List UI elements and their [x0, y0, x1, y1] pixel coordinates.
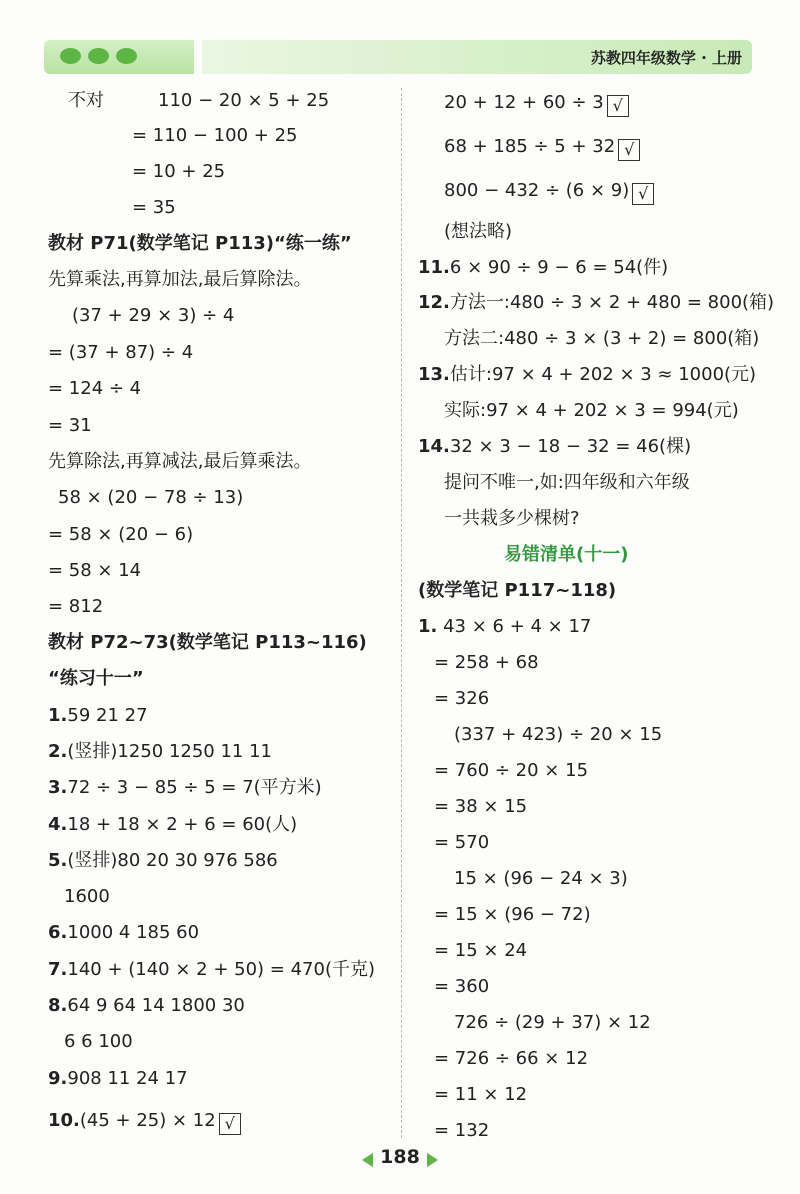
- line-text: 6 6 100: [64, 1031, 133, 1052]
- answer-line: [48, 993, 245, 1019]
- answer-line: [68, 88, 104, 114]
- line-text: = 124 ÷ 4: [48, 378, 142, 399]
- answer-line: [418, 255, 668, 281]
- line-text: 18 + 18 × 2 + 6 = 60(人): [67, 814, 298, 835]
- line-text: 不对: [68, 90, 104, 111]
- line-text: = 58 × 14: [48, 560, 142, 581]
- answer-line: [444, 134, 640, 161]
- item-number: 1.: [48, 705, 68, 726]
- line-text: 43 × 6 + 4 × 17: [437, 616, 592, 637]
- item-number: 12.: [418, 292, 450, 313]
- answer-line: [444, 90, 629, 117]
- line-text: (337 + 423) ÷ 20 × 15: [454, 724, 663, 745]
- answer-line: [434, 974, 489, 1000]
- line-text: 110 − 20 × 5 + 25: [158, 90, 330, 111]
- item-number: 3.: [48, 777, 68, 798]
- line-text: 59 21 27: [67, 705, 148, 726]
- answer-line: [64, 884, 110, 910]
- line-text: = 326: [434, 688, 490, 709]
- answer-line: [48, 920, 199, 946]
- line-text: 方法一:480 ÷ 3 × 2 + 480 = 800(箱): [449, 292, 775, 313]
- line-text: 一共栽多少棵树?: [444, 508, 580, 529]
- answer-line: [434, 1046, 588, 1072]
- line-text: 估计:97 × 4 + 202 × 3 ≈ 1000(元): [449, 364, 757, 385]
- answer-line: [434, 758, 588, 784]
- line-text: = 38 × 15: [434, 796, 528, 817]
- dot-icon: [116, 48, 137, 64]
- line-text: = 31: [48, 415, 92, 436]
- column-divider: [401, 88, 402, 1138]
- header-decoration: [44, 40, 194, 74]
- line-text: 726 ÷ (29 + 37) × 12: [454, 1012, 651, 1033]
- line-text: (想法略): [444, 221, 513, 242]
- answer-line: [434, 650, 539, 676]
- line-text: = 132: [434, 1120, 490, 1141]
- item-number: 8.: [48, 995, 68, 1016]
- line-text: = 35: [132, 197, 176, 218]
- header-banner: [202, 40, 752, 74]
- line-text: = 11 × 12: [434, 1084, 528, 1105]
- answer-line: [48, 775, 322, 801]
- line-text: = 812: [48, 596, 104, 617]
- line-text: 先算除法,再算减法,最后算乘法。: [48, 451, 312, 472]
- line-text: = 110 − 100 + 25: [132, 125, 298, 146]
- answer-line: [48, 848, 278, 874]
- answer-line: [418, 434, 691, 460]
- answer-line: [48, 666, 144, 692]
- section-heading: 易错清单(十一): [504, 544, 629, 565]
- answer-line: [434, 1082, 527, 1108]
- answer-line: [418, 290, 774, 316]
- line-text: 15 × (96 − 24 × 3): [454, 868, 628, 889]
- answer-line: [434, 1118, 489, 1144]
- item-number: 6.: [48, 922, 68, 943]
- line-text: = 10 + 25: [132, 161, 226, 182]
- item-number: 1.: [418, 616, 438, 637]
- line-text: (37 + 29 × 3) ÷ 4: [72, 305, 235, 326]
- answer-line: [418, 362, 756, 388]
- book-title: 苏教四年级数学 · 上册: [590, 49, 742, 67]
- answer-line: [444, 398, 739, 424]
- answer-line: [418, 614, 591, 640]
- line-text: 800 − 432 ÷ (6 × 9): [444, 180, 630, 201]
- item-number: 11.: [418, 257, 450, 278]
- item-number: 9.: [48, 1068, 68, 1089]
- line-text: 实际:97 × 4 + 202 × 3 = 994(元): [444, 400, 739, 421]
- answer-line: [444, 219, 512, 245]
- answer-line: [132, 159, 225, 185]
- answer-line: [48, 739, 272, 765]
- dot-icon: [88, 48, 109, 64]
- line-text: 908 11 24 17: [67, 1068, 188, 1089]
- line-text: 方法二:480 ÷ 3 × (3 + 2) = 800(箱): [444, 328, 760, 349]
- answer-line: [72, 303, 234, 329]
- answer-line: [48, 267, 311, 293]
- page-number: [360, 1144, 440, 1174]
- checkmark-box-icon: √: [607, 95, 629, 117]
- line-text: 32 × 3 − 18 − 32 = 46(棵): [449, 436, 692, 457]
- checkmark-box-icon: √: [632, 183, 654, 205]
- answer-line: [434, 902, 591, 928]
- answer-line: [48, 594, 103, 620]
- triangle-left-icon: [362, 1153, 373, 1167]
- answer-line: [418, 578, 616, 604]
- line-text: 教材 P71(数学笔记 P113)“练一练”: [48, 233, 352, 254]
- dot-icon: [60, 48, 81, 64]
- line-text: 58 × (20 − 78 ÷ 13): [58, 487, 244, 508]
- line-text: 68 + 185 ÷ 5 + 32: [444, 136, 616, 157]
- item-number: 2.: [48, 741, 68, 762]
- line-text: = (37 + 87) ÷ 4: [48, 342, 194, 363]
- line-text: = 570: [434, 832, 490, 853]
- answer-line: [132, 123, 297, 149]
- answer-line: [454, 866, 628, 892]
- line-text: = 258 + 68: [434, 652, 539, 673]
- page-number-text: 188: [380, 1146, 420, 1168]
- answer-line: [48, 703, 148, 729]
- item-number: 10.: [48, 1110, 80, 1131]
- checkmark-box-icon: √: [618, 139, 640, 161]
- item-number: 5.: [48, 850, 68, 871]
- item-number: 14.: [418, 436, 450, 457]
- line-text: (竖排)1250 1250 11 11: [67, 741, 273, 762]
- answer-line: [434, 794, 527, 820]
- answer-line: [434, 938, 527, 964]
- line-text: 教材 P72~73(数学笔记 P113~116): [48, 632, 367, 653]
- page-header: [44, 38, 752, 78]
- item-number: 4.: [48, 814, 68, 835]
- answer-line: [48, 558, 141, 584]
- line-text: 20 + 12 + 60 ÷ 3: [444, 92, 604, 113]
- line-text: (数学笔记 P117~118): [418, 580, 617, 601]
- triangle-right-icon: [427, 1153, 438, 1167]
- checkmark-box-icon: √: [219, 1113, 241, 1135]
- answer-line: [48, 340, 193, 366]
- answer-line: [48, 957, 375, 983]
- line-text: (竖排)80 20 30 976 586: [67, 850, 278, 871]
- line-text: 64 9 64 14 1800 30: [67, 995, 245, 1016]
- answer-line: [158, 88, 329, 114]
- line-text: = 15 × 24: [434, 940, 528, 961]
- item-number: 13.: [418, 364, 450, 385]
- line-text: = 15 × (96 − 72): [434, 904, 591, 925]
- answer-line: [132, 195, 176, 221]
- line-text: 1600: [64, 886, 110, 907]
- answer-line: [444, 178, 654, 205]
- answer-line: [48, 449, 311, 475]
- answer-line: [48, 812, 297, 838]
- answer-line: [504, 542, 628, 568]
- answer-line: [48, 413, 92, 439]
- item-number: 7.: [48, 959, 68, 980]
- answer-line: [434, 830, 489, 856]
- answer-line: [58, 485, 243, 511]
- answer-line: [454, 722, 662, 748]
- line-text: 先算乘法,再算加法,最后算除法。: [48, 269, 312, 290]
- line-text: “练习十一”: [48, 668, 144, 689]
- line-text: = 360: [434, 976, 490, 997]
- line-text: 1000 4 185 60: [67, 922, 200, 943]
- answer-line: [444, 470, 690, 496]
- line-text: (45 + 25) × 12: [79, 1110, 216, 1131]
- answer-line: [48, 376, 141, 402]
- line-text: 提问不唯一,如:四年级和六年级: [444, 472, 690, 493]
- answer-line: [48, 522, 193, 548]
- line-text: = 760 ÷ 20 × 15: [434, 760, 589, 781]
- line-text: = 726 ÷ 66 × 12: [434, 1048, 589, 1069]
- answer-line: [444, 506, 580, 532]
- line-text: 6 × 90 ÷ 9 − 6 = 54(件): [449, 257, 669, 278]
- line-text: 72 ÷ 3 − 85 ÷ 5 = 7(平方米): [67, 777, 322, 798]
- answer-line: [64, 1029, 133, 1055]
- answer-line: [444, 326, 759, 352]
- answer-line: [434, 686, 489, 712]
- answer-line: [48, 231, 352, 257]
- answer-line: [48, 1066, 188, 1092]
- answer-line: [48, 630, 367, 656]
- line-text: = 58 × (20 − 6): [48, 524, 194, 545]
- answer-line: [48, 1108, 241, 1135]
- line-text: 140 + (140 × 2 + 50) = 470(千克): [67, 959, 375, 980]
- answer-line: [454, 1010, 651, 1036]
